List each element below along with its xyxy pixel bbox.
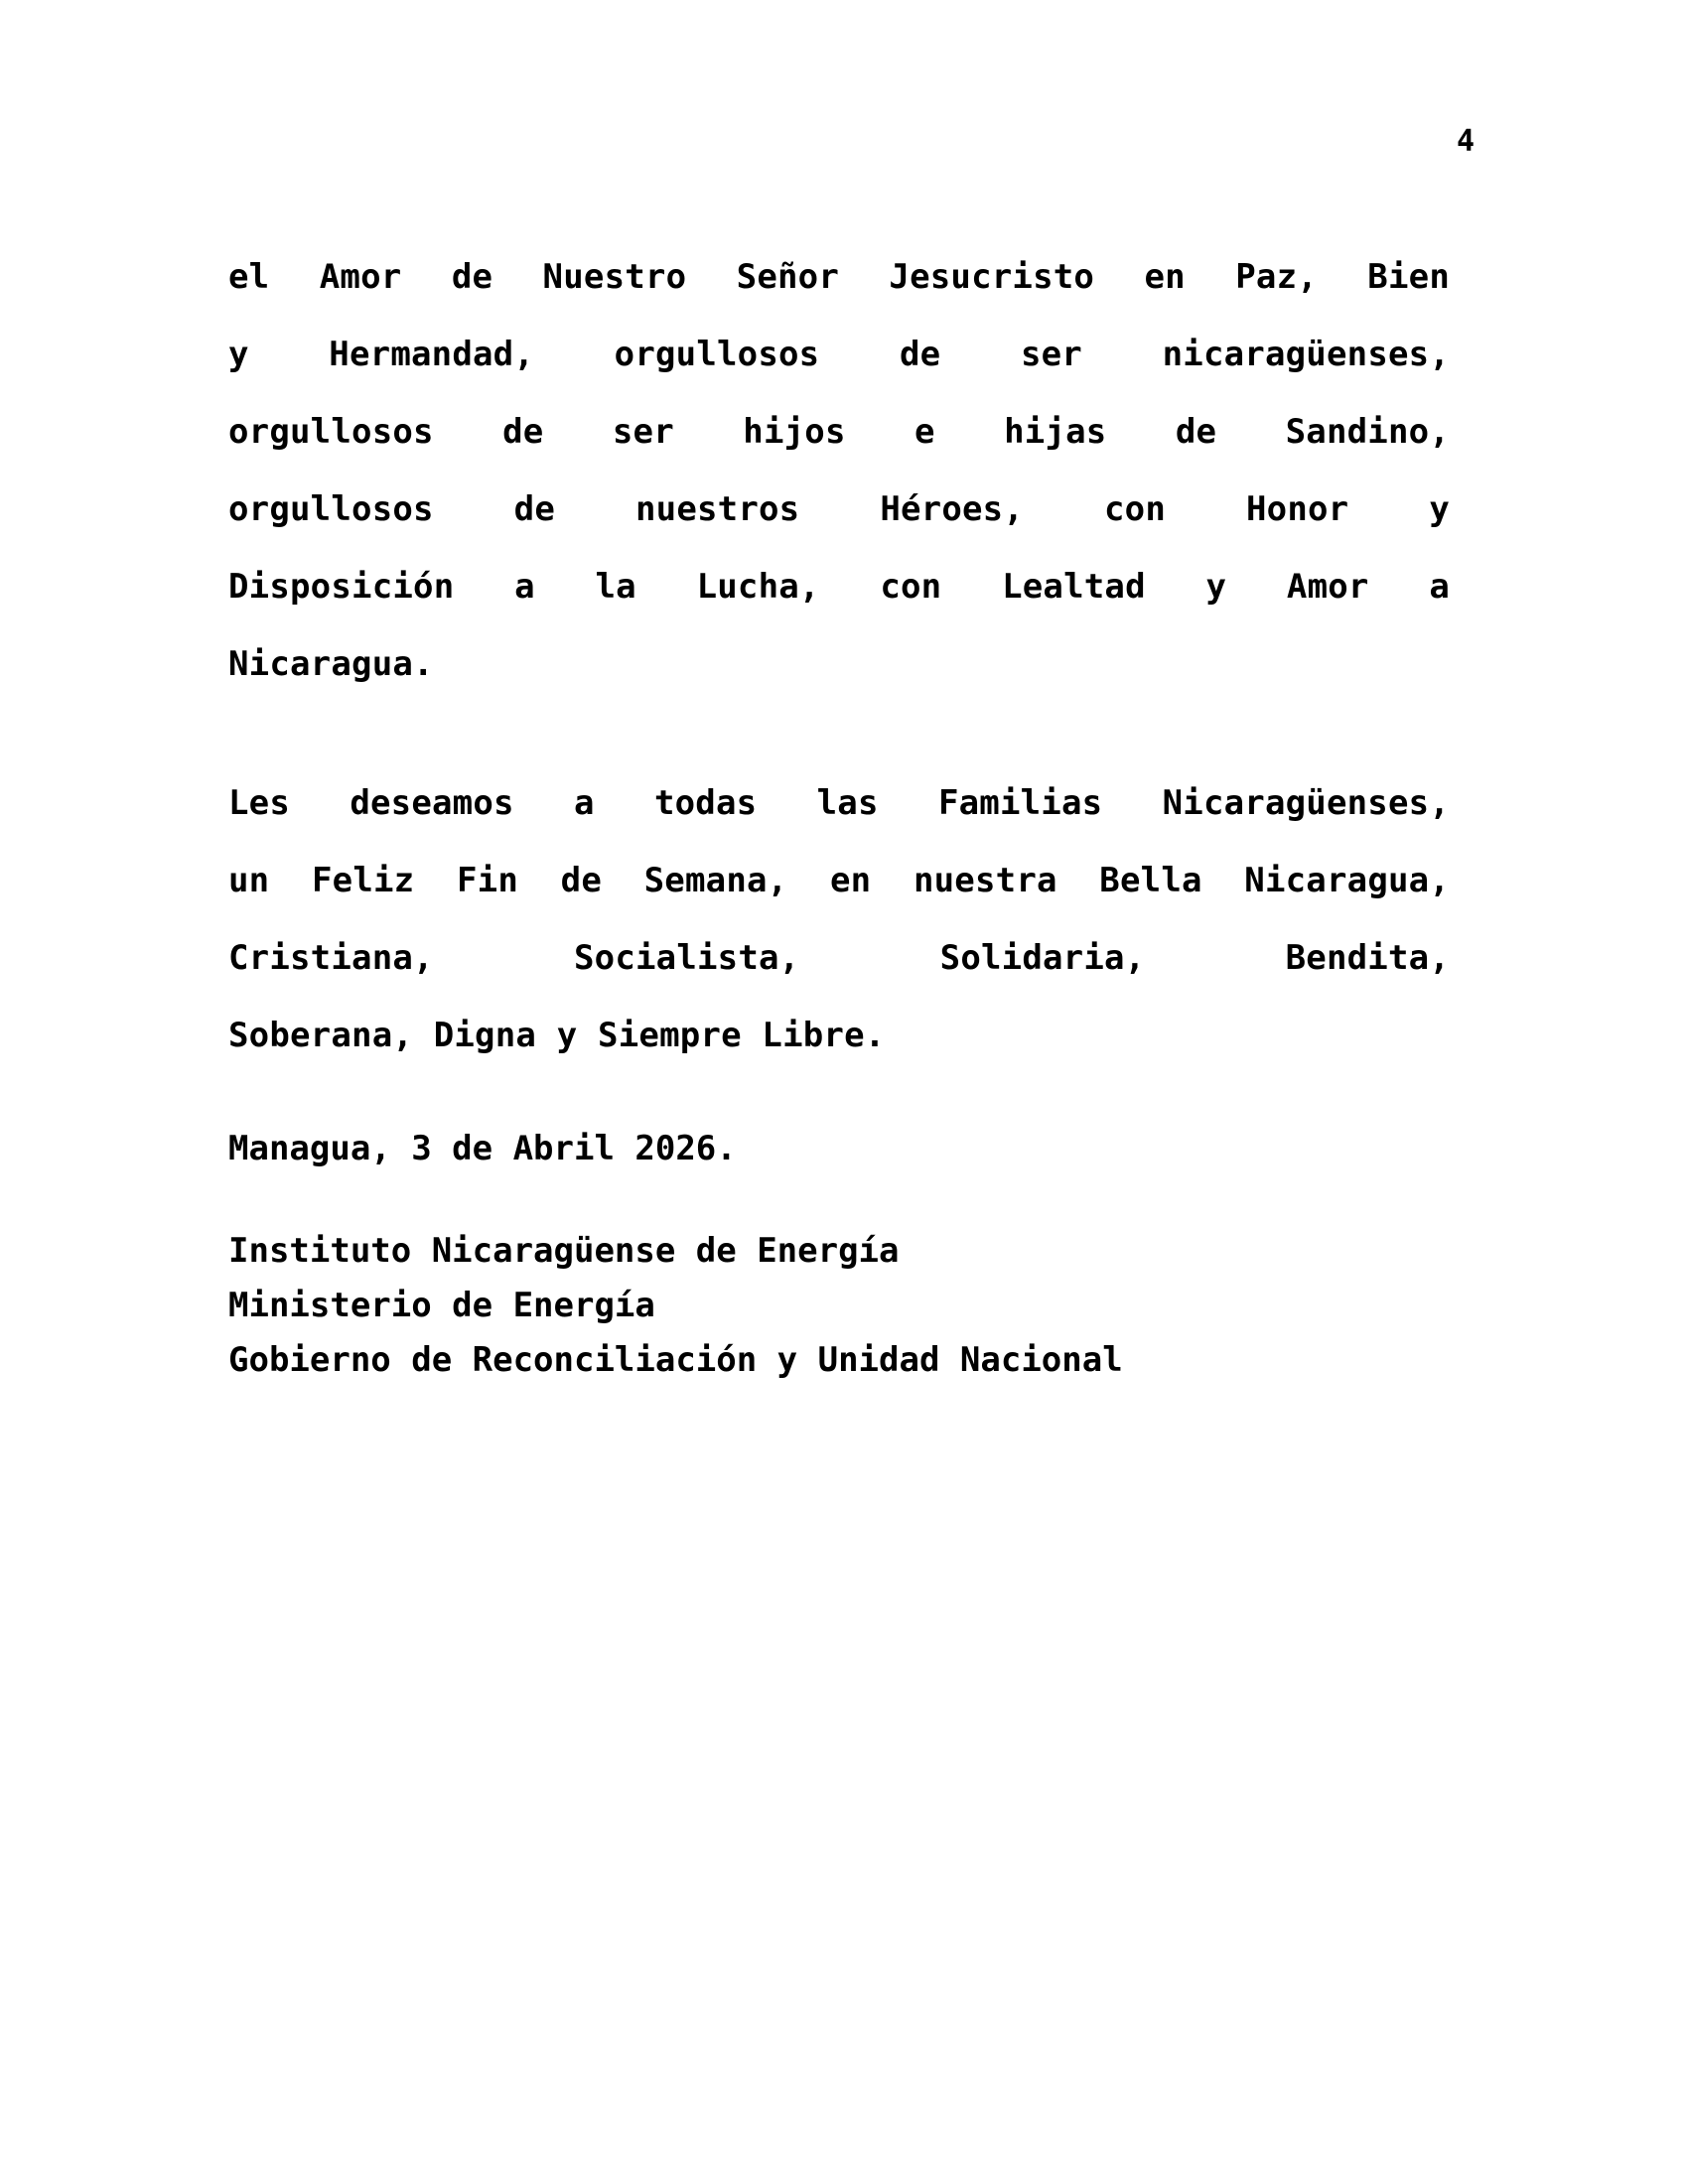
dateline: Managua, 3 de Abril 2026.: [228, 1129, 737, 1168]
document-body: [228, 238, 1450, 1388]
signature-line-ministry: Ministerio de Energía: [228, 1286, 655, 1325]
paragraph-line: Cristiana, Socialista, Solidaria, Bendita,: [228, 938, 1450, 978]
signature-gap: [228, 1176, 1450, 1224]
paragraph-blessing: [228, 238, 1450, 703]
paragraph-line: un Feliz Fin de Semana, en nuestra Bella Nicaragua,: [228, 861, 1450, 900]
paragraph-line: y Hermandad, orgullosos de ser nicaragüenses,: [228, 335, 1450, 374]
paragraph-line: Soberana, Digna y Siempre Libre.: [228, 1016, 886, 1055]
paragraph-line: orgullosos de ser hijos e hijas de Sandino,: [228, 412, 1450, 452]
page-number: 4: [1456, 124, 1475, 159]
paragraph-wishes: [228, 764, 1450, 1074]
paragraph-line: Les deseamos a todas las Familias Nicaragüenses,: [228, 783, 1450, 823]
dateline-gap: [228, 1074, 1450, 1122]
paragraph-line: Nicaragua.: [228, 644, 434, 684]
signature-line-government: Gobierno de Reconciliación y Unidad Nacional: [228, 1340, 1123, 1380]
paragraph-gap: [228, 703, 1450, 764]
paragraph-line: orgullosos de nuestros Héroes, con Honor y: [228, 489, 1450, 529]
signature-line-institute: Instituto Nicaragüense de Energía: [228, 1231, 900, 1271]
paragraph-line: el Amor de Nuestro Señor Jesucristo en Paz, Bien: [228, 257, 1450, 297]
signature-block: [228, 1224, 1450, 1388]
paragraph-line: Disposición a la Lucha, con Lealtad y Amor a: [228, 567, 1450, 607]
